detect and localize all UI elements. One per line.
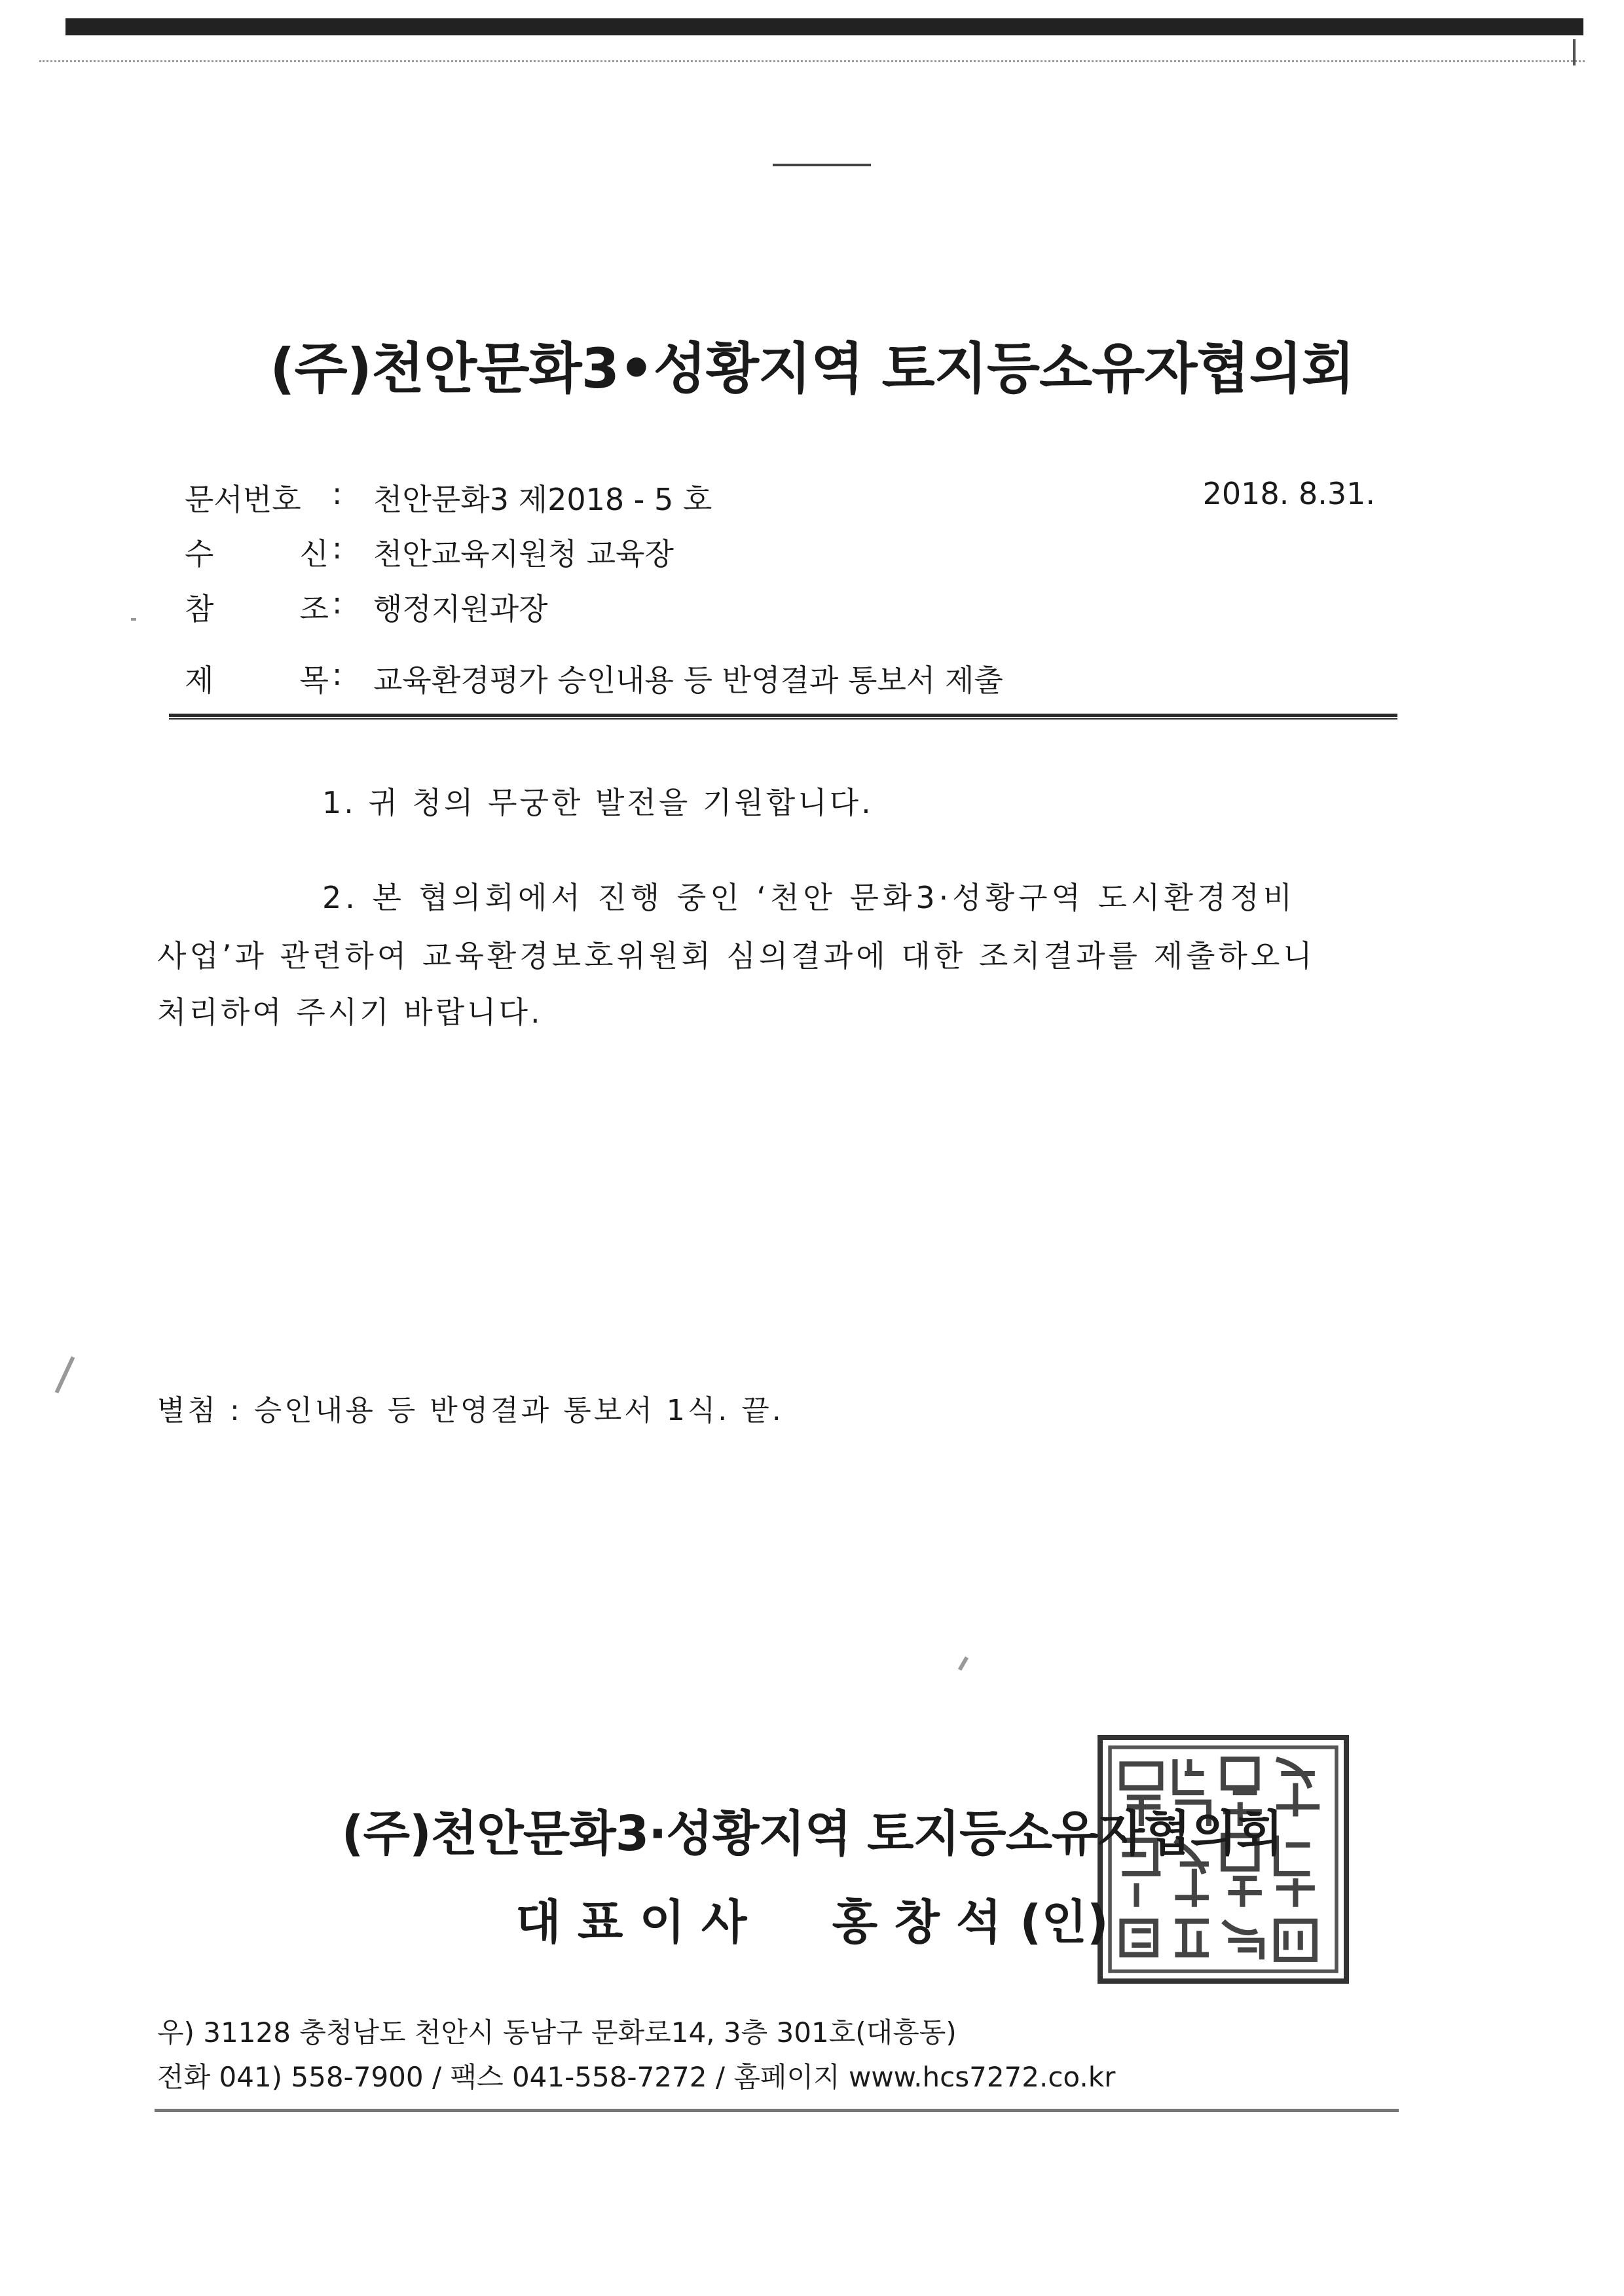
letterhead-title: (주)천안문화3•성황지역 토지등소유자협의회 [270, 337, 1354, 401]
colon: : [332, 585, 342, 621]
body-paragraph-2-line-3: 처리하여 주시기 바랍니다. [157, 994, 543, 1030]
seal-mark: (인) [1020, 1895, 1109, 1950]
colon: : [332, 657, 342, 692]
reference-label: 참 조 [185, 591, 329, 627]
reference-value: 행정지원과장 [373, 591, 548, 627]
address-line: 우) 31128 충청남도 천안시 동남구 문화로14, 3층 301호(대흥동) [157, 2016, 957, 2049]
subject-label: 제 목 [185, 663, 329, 698]
recipient-value: 천안교육지원청 교육장 [373, 536, 674, 572]
body-paragraph-2-line-1: 2. 본 협의회에서 진행 중인 ‘천안 문화3·성황구역 도시환경정비 [322, 880, 1297, 915]
scan-dotted-line [39, 60, 1585, 62]
signing-organization: (주)천안문화3·성황지역 토지등소유자협의회 [341, 1806, 1283, 1862]
scan-speck [958, 1656, 969, 1671]
document-date: 2018. 8.31. [1202, 476, 1375, 511]
scan-speck [131, 618, 136, 621]
representative-name: 홍 창 석 [832, 1895, 1002, 1950]
doc-number-value: 천안문화3 제2018 - 5 호 [373, 482, 712, 517]
scan-speck [55, 1357, 75, 1394]
scan-mark [1573, 39, 1576, 65]
body-paragraph-1: 1. 귀 청의 무궁한 발전을 기원합니다. [322, 785, 874, 820]
scan-top-edge [65, 18, 1583, 35]
representative-line [0, 1884, 1624, 1952]
representative-title: 대 표 이 사 [515, 1895, 747, 1950]
header-divider [169, 714, 1397, 720]
contact-line: 전화 041) 558-7900 / 팩스 041-558-7272 / 홈페이지 www.hcs7272.co.kr [157, 2061, 1116, 2093]
scan-mark [773, 164, 871, 166]
subject-value: 교육환경평가 승인내용 등 반영결과 통보서 제출 [373, 663, 1003, 698]
colon: : [332, 530, 342, 566]
doc-number-label: 문서번호 [185, 482, 301, 517]
colon: : [332, 476, 342, 511]
attachment-note: 별첨 : 승인내용 등 반영결과 통보서 1식. 끝. [157, 1394, 784, 1427]
footer-divider [155, 2109, 1399, 2112]
recipient-label: 수 신 [185, 536, 329, 572]
body-paragraph-2-line-2: 사업’과 관련하여 교육환경보호위원회 심의결과에 대한 조치결과를 제출하오니 [157, 938, 1316, 974]
